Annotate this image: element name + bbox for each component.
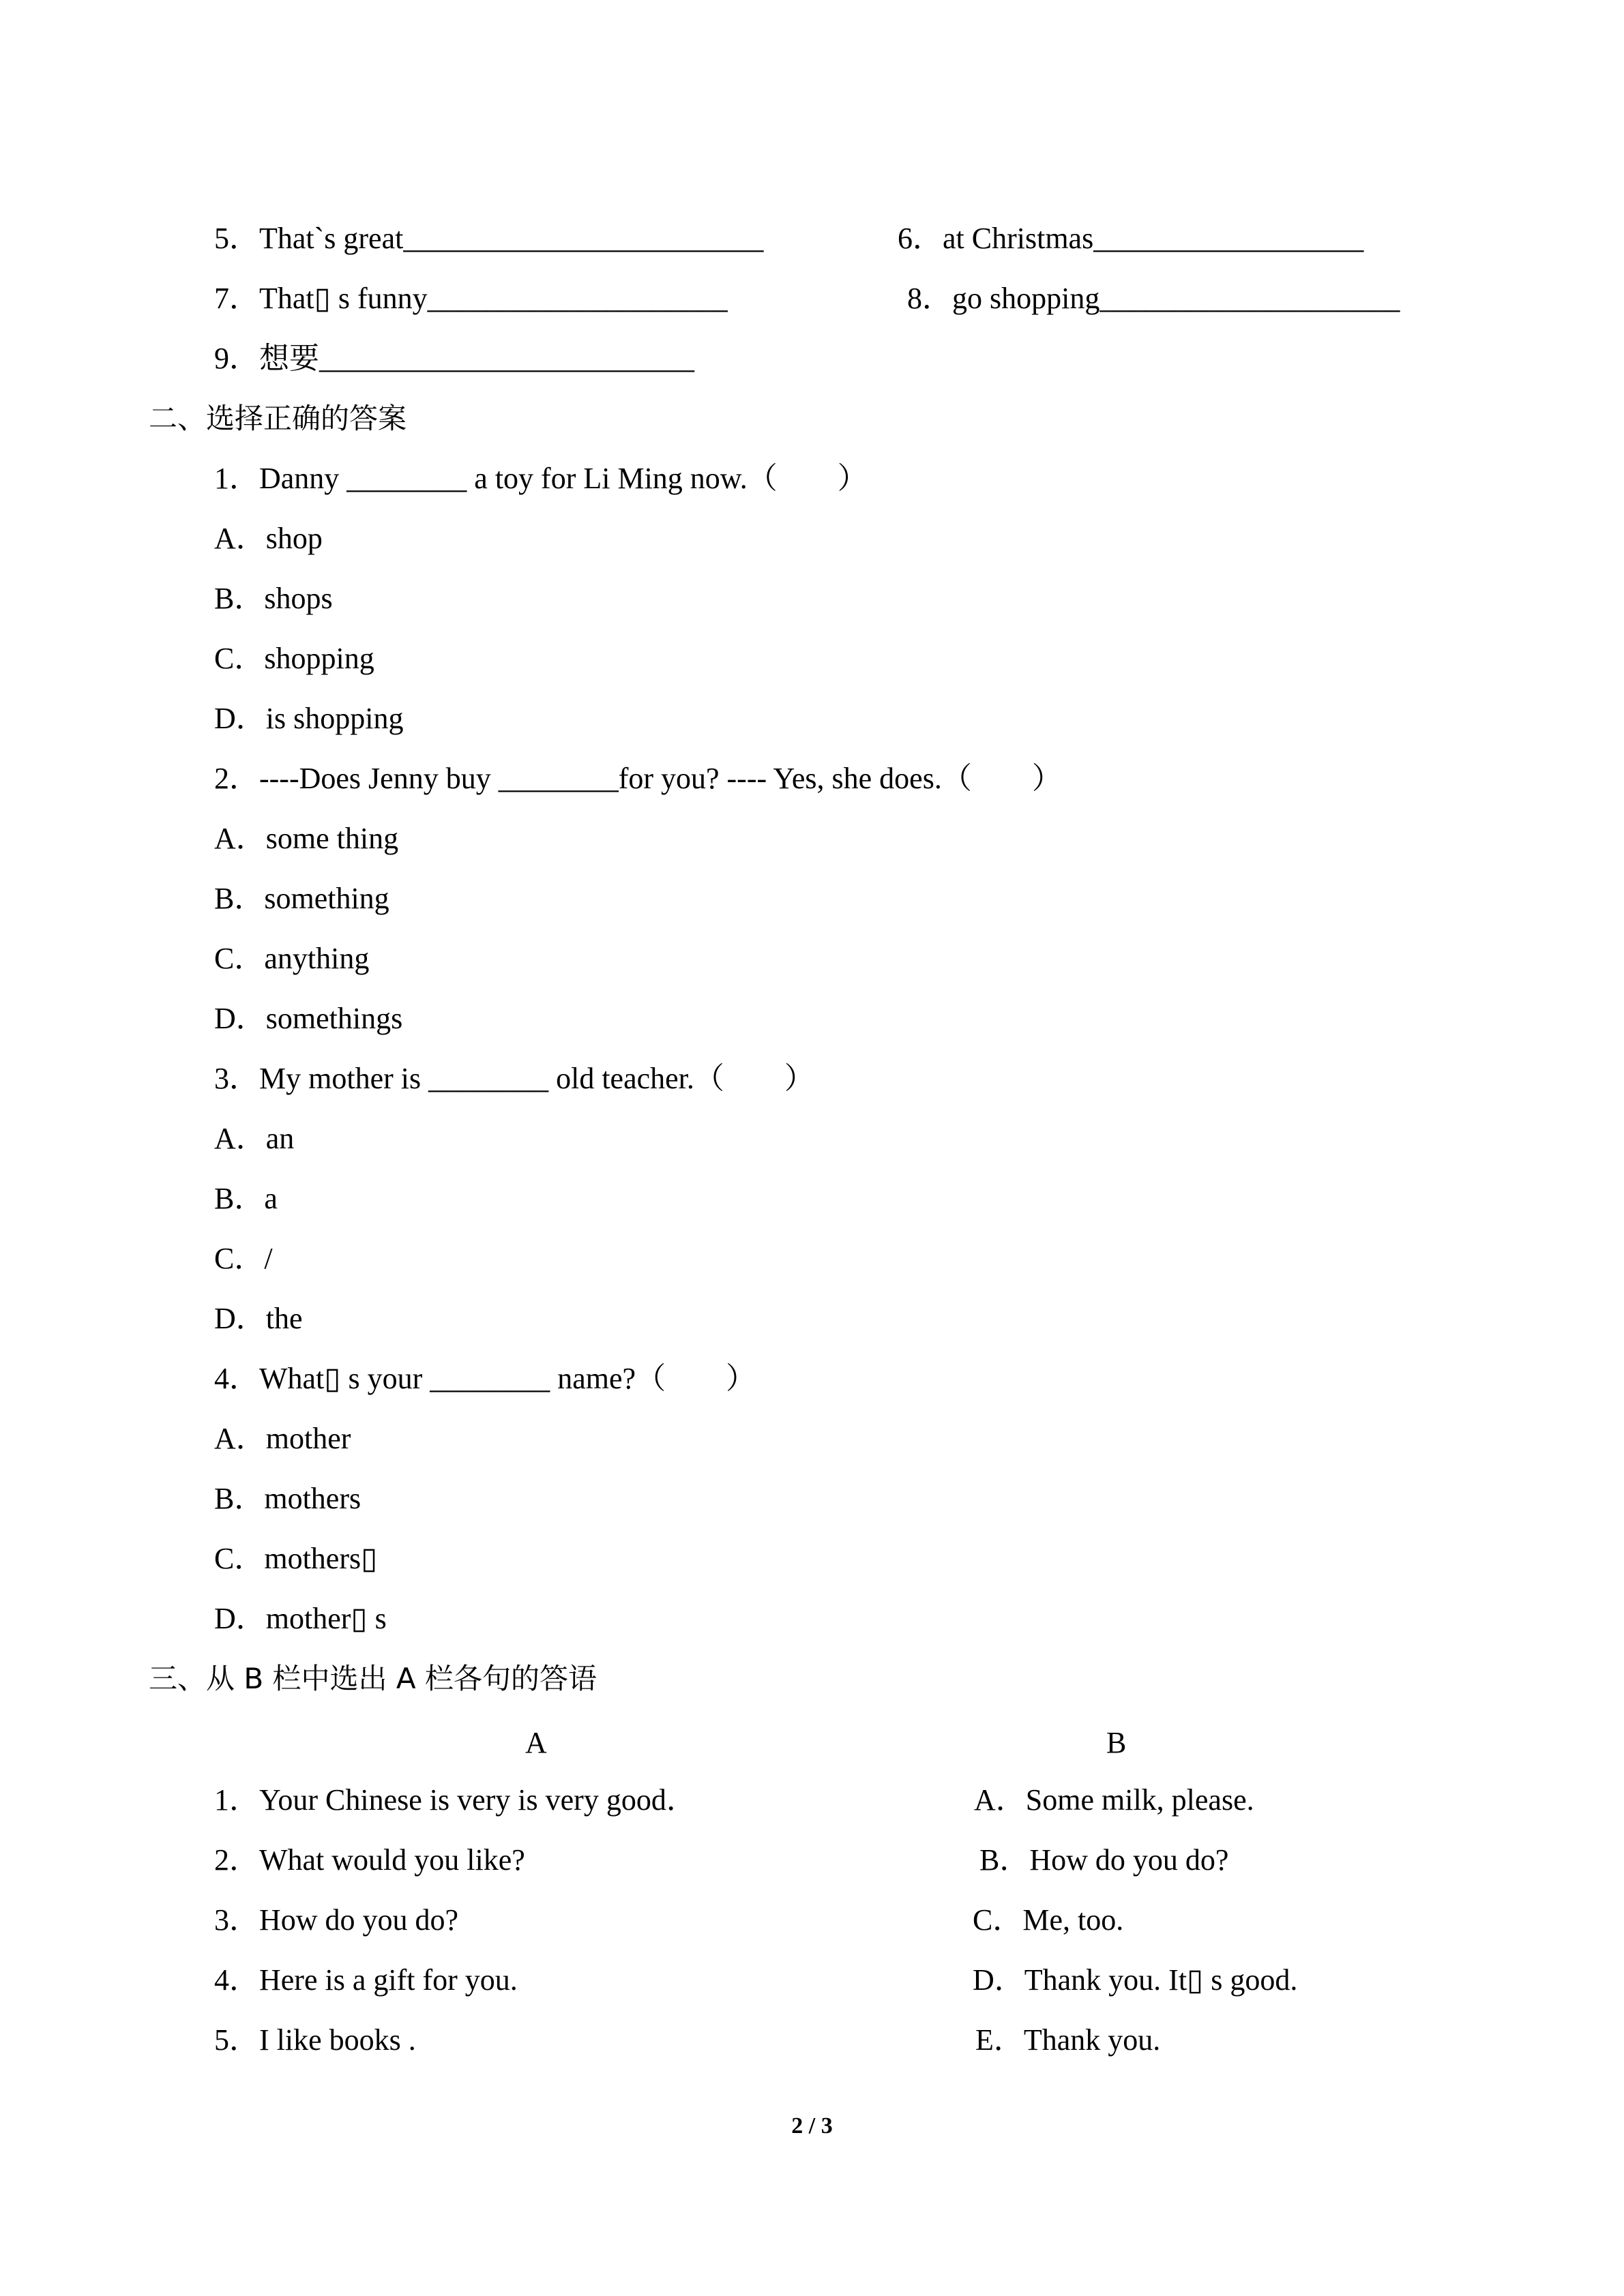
question-2-stem: 2．----Does Jenny buy ________for you? ---- Yes, she does.（ ）: [214, 762, 1062, 795]
question-1-option-a: A．shop: [214, 522, 323, 555]
question-3-stem: 3．My mother is ________ old teacher.（ ）: [214, 1062, 814, 1095]
translation-item-9: 9．想要_________________________: [214, 342, 694, 375]
match-a-item-1: 1．Your Chinese is very is very good．: [214, 1783, 696, 1817]
question-4-option-b: B．mothers: [214, 1482, 361, 1515]
question-3-option-c: C．/: [214, 1242, 273, 1275]
question-4-stem: 4．What▯ s your ________ name?（ ）: [214, 1362, 756, 1395]
section-3-heading: 三、从 B 栏中选出 A 栏各句的答语: [149, 1662, 597, 1695]
column-a-header: A: [525, 1726, 547, 1759]
match-b-item-d: D．Thank you. It▯ s good.: [973, 1963, 1298, 1997]
question-1-option-b: B．shops: [214, 582, 333, 615]
question-2-option-c: C．anything: [214, 942, 370, 975]
question-1-stem: 1．Danny ________ a toy for Li Ming now.（ ）: [214, 462, 868, 495]
question-2-option-b: B．something: [214, 882, 389, 915]
question-3-option-d: D．the: [214, 1302, 303, 1335]
match-b-item-c: C．Me, too.: [973, 1903, 1124, 1937]
question-4-option-a: A．mother: [214, 1422, 351, 1455]
match-b-item-e: E．Thank you.: [975, 2023, 1161, 2057]
page-number: 2 / 3: [791, 2113, 833, 2138]
match-a-item-2: 2．What would you like?: [214, 1843, 525, 1877]
match-a-item-5: 5．I like books .: [214, 2023, 416, 2057]
column-b-header: B: [1106, 1726, 1127, 1759]
question-2-option-d: D．somethings: [214, 1002, 403, 1035]
match-b-item-b: B．How do you do?: [979, 1843, 1229, 1877]
question-1-option-d: D．is shopping: [214, 702, 404, 735]
question-2-option-a: A．some thing: [214, 822, 399, 855]
translation-item-5: 5．That`s great________________________: [214, 222, 764, 255]
question-4-option-d: D．mother▯ s: [214, 1602, 387, 1635]
question-4-option-c: C．mothers▯: [214, 1542, 378, 1575]
question-3-option-b: B．a: [214, 1182, 278, 1215]
match-a-item-4: 4．Here is a gift for you.: [214, 1963, 518, 1997]
translation-item-8: 8．go shopping____________________: [907, 282, 1400, 315]
match-b-item-a: A．Some milk, please.: [974, 1783, 1254, 1817]
question-3-option-a: A．an: [214, 1122, 295, 1155]
translation-item-7: 7．That▯ s funny____________________: [214, 282, 728, 315]
section-2-heading: 二、选择正确的答案: [149, 402, 407, 435]
question-1-option-c: C．shopping: [214, 642, 374, 675]
match-a-item-3: 3．How do you do?: [214, 1903, 459, 1937]
translation-item-6: 6．at Christmas__________________: [898, 222, 1364, 255]
